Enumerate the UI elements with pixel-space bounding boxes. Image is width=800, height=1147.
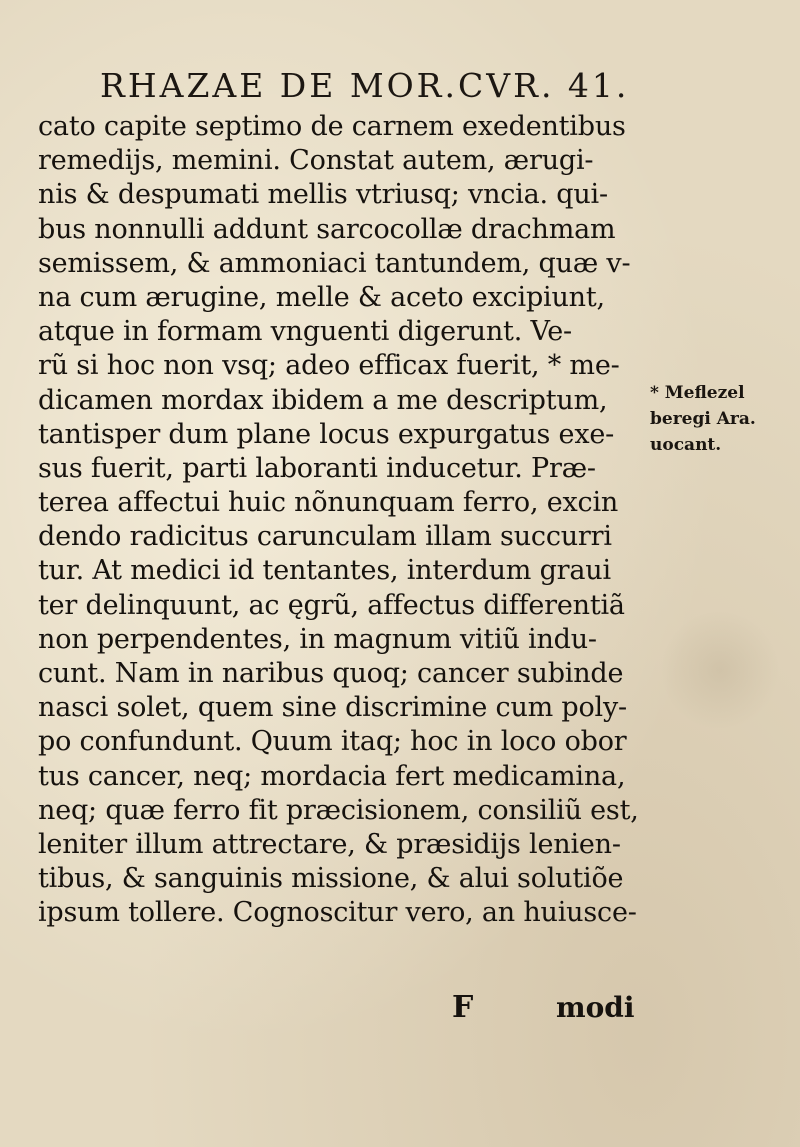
marginal-note-line: * Meflezel	[650, 383, 745, 403]
text-line: ter delinquunt, ac ęgrũ, affectus differentiã	[38, 589, 625, 621]
running-header: RHAZAE DE MOR.CVR. 41.	[100, 66, 630, 105]
marginal-note-line: uocant.	[650, 435, 722, 455]
signature-mark: F	[452, 990, 474, 1025]
marginal-note	[650, 380, 795, 458]
text-line: atque in formam vnguenti digerunt. Ve-	[38, 316, 572, 348]
text-line: bus nonnulli addunt sarcocollæ drachmam	[38, 213, 616, 245]
text-line: neq; quæ ferro fit præcisionem, consiliũ est,	[38, 794, 639, 826]
text-line: tur. At medici id tentantes, interdum graui	[38, 555, 611, 587]
text-line: terea affectui huic nõnunquam ferro, excin	[38, 487, 619, 519]
text-line: cato capite septimo de carnem exedentibus	[38, 111, 626, 142]
text-line: sus fuerit, parti laboranti inducetur. Præ-	[38, 452, 596, 484]
text-line: tantisper dum plane locus expurgatus exe-	[38, 418, 615, 450]
show-through-stain	[660, 610, 780, 730]
text-line: leniter illum attrectare, & præsidijs lenien-	[38, 828, 621, 860]
text-line: na cum ærugine, melle & aceto excipiunt,	[38, 281, 605, 313]
text-line: remedijs, memini. Constat autem, ærugi-	[38, 145, 594, 177]
catchword: modi	[556, 991, 635, 1024]
text-line: tus cancer, neq; mordacia fert medicamina,	[38, 760, 626, 792]
text-line: tibus, & sanguinis missione, & alui solutiõe	[38, 863, 624, 895]
text-line: rũ si hoc non vsq; adeo efficax fuerit, * me-	[38, 350, 620, 382]
text-line: semissem, & ammoniaci tantundem, quæ v-	[38, 247, 631, 279]
text-line: po confundunt. Quum itaq; hoc in loco obor	[38, 726, 627, 758]
text-line: cunt. Nam in naribus quoq; cancer subinde	[38, 658, 624, 689]
text-line: ipsum tollere. Cognoscitur vero, an huiusce-	[38, 897, 637, 929]
text-line: non perpendentes, in magnum vitiũ indu-	[38, 623, 597, 655]
text-line: nasci solet, quem sine discrimine cum poly-	[38, 692, 627, 724]
text-line: nis & despumati mellis vtriusq; vncia. qui-	[38, 179, 608, 211]
text-line: dendo radicitus carunculam illam succurri	[38, 521, 612, 553]
text-line: dicamen mordax ibidem a me descriptum,	[38, 384, 608, 416]
marginal-note-line: beregi Ara.	[650, 409, 756, 429]
main-text-block	[38, 110, 648, 931]
